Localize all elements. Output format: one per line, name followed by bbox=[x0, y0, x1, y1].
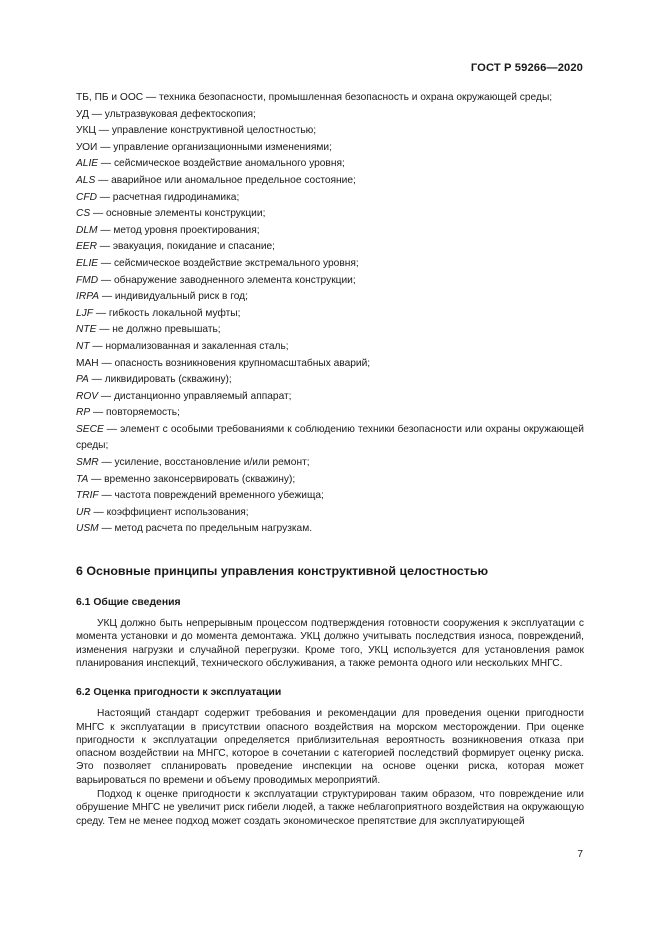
abbreviation-term: TA bbox=[76, 473, 89, 485]
abbreviation-term: UR bbox=[76, 506, 91, 518]
abbreviation-term: DLM bbox=[76, 224, 98, 236]
abbreviation-separator: — bbox=[98, 390, 114, 402]
abbreviation-term: УОИ bbox=[76, 141, 98, 153]
abbreviation-definition: сейсмическое воздействие аномального уровня; bbox=[113, 158, 345, 170]
abbreviation-term: SECE bbox=[76, 423, 104, 435]
abbreviation-item bbox=[76, 239, 584, 256]
abbreviation-term: LJF bbox=[76, 307, 93, 319]
abbreviation-definition: коэффициент использования; bbox=[106, 506, 249, 518]
abbreviation-term: TRIF bbox=[76, 490, 99, 502]
abbreviation-item bbox=[76, 256, 584, 273]
abbreviation-separator: — bbox=[103, 423, 121, 435]
abbreviation-separator: — bbox=[97, 224, 114, 236]
abbreviation-item bbox=[76, 206, 584, 223]
abbreviation-item bbox=[76, 107, 584, 124]
abbreviation-separator: — bbox=[143, 92, 159, 103]
abbreviation-item bbox=[76, 505, 584, 522]
abbreviation-item bbox=[76, 521, 584, 538]
abbreviation-separator: — bbox=[88, 473, 105, 485]
abbreviation-separator: — bbox=[90, 407, 107, 419]
section-6-2-paragraph-1: Настоящий стандарт содержит требования и рекомендации для проведения оценки пригодности МНГС к эксплуатации в присутствии опасного воздействия на морском месторождении. При оценке пригодности к эксплуатации определяется приблизительная вероятность возникновения отказа при опасном воздействии на МНГС, которое в сочетании с категорией последствий формирует оценку риска. Это позволяет спланировать проведение инспекции на основе оценки риска, которая может варьироваться по времени и объему проводимых мероприятий. bbox=[76, 708, 584, 786]
abbreviation-separator: — bbox=[96, 241, 113, 253]
abbreviation-term: CS bbox=[76, 208, 91, 220]
abbreviation-separator: — bbox=[90, 506, 107, 518]
abbreviation-term: USM bbox=[76, 523, 99, 535]
abbreviation-definition: метод расчета по предельным нагрузкам. bbox=[114, 523, 313, 535]
abbreviation-item bbox=[76, 306, 584, 323]
abbreviation-term: SMR bbox=[76, 457, 99, 469]
abbreviation-separator: — bbox=[98, 490, 115, 502]
abbreviation-separator: — bbox=[89, 340, 106, 352]
abbreviation-item bbox=[76, 339, 584, 356]
abbreviation-definition: ликвидировать (скважину); bbox=[104, 374, 232, 386]
section-6-1-paragraph: УКЦ должно быть непрерывным процессом подтверждения готовности сооружения к эксплуатации с момента установки и до момента демонтажа. УКЦ должно учитывать последствия износа, повреждений, изменения нагрузки и случайной перегрузки. Кроме того, УКЦ используется для установления рамок планирования инспекций, технического обслуживания, а также ремонта одного или нескольких МНГС. bbox=[76, 618, 584, 669]
abbreviation-separator: — bbox=[95, 174, 112, 186]
abbreviation-definition: обнаружение заводненного элемента конструкции; bbox=[113, 274, 356, 286]
abbreviation-item bbox=[76, 156, 584, 173]
abbreviation-term: УКЦ bbox=[76, 125, 96, 137]
abbreviation-term: ALIE bbox=[76, 158, 99, 170]
abbreviation-term: ALS bbox=[76, 174, 96, 186]
abbreviation-term: УД bbox=[76, 108, 89, 120]
abbreviation-item bbox=[76, 405, 584, 422]
abbreviation-term: ELIE bbox=[76, 257, 99, 269]
document-code-header: ГОСТ Р 59266—2020 bbox=[470, 62, 583, 74]
abbreviation-definition: управление организационными изменениями; bbox=[113, 141, 332, 153]
abbreviation-definition: техника безопасности, промышленная безопасность и охрана окружающей среды; bbox=[159, 92, 553, 103]
abbreviation-separator: — bbox=[98, 357, 115, 369]
abbreviation-item bbox=[76, 488, 584, 505]
abbreviation-item bbox=[76, 356, 584, 373]
abbreviation-item bbox=[76, 472, 584, 489]
section-6-1-heading: 6.1 Общие сведения bbox=[76, 597, 181, 609]
abbreviation-item bbox=[76, 322, 584, 339]
abbreviation-term: NT bbox=[76, 340, 90, 352]
abbreviation-definition: опасность возникновения крупномасштабных аварий; bbox=[114, 357, 371, 369]
abbreviations-list bbox=[76, 90, 584, 538]
section-6-2-paragraph-2: Подход к оценке пригодности к эксплуатации структурирован таким образом, что повреждение или обрушение МНГС не увеличит риск гибели людей, а также неблагоприятного воздействия на окружающую среду. Тем не менее подход может создать экономическое препятствие для эксплуатирующей bbox=[76, 789, 584, 827]
abbreviation-separator: — bbox=[88, 108, 105, 120]
abbreviation-definition: элемент с особыми требованиями к соблюдению техники безопасности или охраны окружающей среды; bbox=[76, 423, 584, 452]
abbreviation-definition: эвакуация, покидание и спасание; bbox=[112, 241, 276, 253]
abbreviation-definition: расчетная гидродинамика; bbox=[112, 191, 240, 203]
abbreviation-term: ТБ, ПБ и ООС bbox=[76, 92, 144, 103]
abbreviation-separator: — bbox=[95, 125, 112, 137]
abbreviation-term: ROV bbox=[76, 390, 99, 402]
abbreviation-separator: — bbox=[99, 291, 115, 303]
section-6-2-heading: 6.2 Оценка пригодности к эксплуатации bbox=[76, 687, 282, 699]
abbreviation-definition: индивидуальный риск в год; bbox=[114, 291, 248, 303]
abbreviation-term: EER bbox=[76, 241, 97, 253]
abbreviation-item bbox=[76, 190, 584, 207]
abbreviation-definition: метод уровня проектирования; bbox=[113, 224, 260, 236]
page-number: 7 bbox=[577, 849, 583, 860]
abbreviation-definition: аварийное или аномальное предельное состояние; bbox=[111, 174, 356, 186]
abbreviation-item bbox=[76, 223, 584, 240]
abbreviation-item bbox=[76, 173, 584, 190]
abbreviation-separator: — bbox=[96, 324, 113, 336]
abbreviation-item bbox=[76, 372, 584, 389]
abbreviation-definition: сейсмическое воздействие экстремального уровня; bbox=[113, 257, 359, 269]
abbreviation-separator: — bbox=[92, 307, 109, 319]
abbreviation-item bbox=[76, 273, 584, 290]
abbreviation-term: PA bbox=[76, 374, 89, 386]
abbreviation-definition: гибкость локальной муфты; bbox=[108, 307, 241, 319]
abbreviation-separator: — bbox=[98, 158, 114, 170]
abbreviation-term: IRPA bbox=[76, 291, 100, 303]
abbreviation-definition: нормализованная и закаленная сталь; bbox=[105, 340, 289, 352]
abbreviation-separator: — bbox=[88, 374, 105, 386]
abbreviation-term: FMD bbox=[76, 274, 99, 286]
abbreviation-separator: — bbox=[96, 191, 113, 203]
abbreviation-separator: — bbox=[90, 208, 107, 220]
abbreviation-definition: повторяемость; bbox=[106, 407, 180, 419]
abbreviation-definition: усиление, восстановление и/или ремонт; bbox=[114, 457, 310, 469]
abbreviation-item bbox=[76, 389, 584, 406]
abbreviation-separator: — bbox=[98, 523, 115, 535]
abbreviation-term: NTE bbox=[76, 324, 97, 336]
abbreviation-item bbox=[76, 140, 584, 157]
abbreviation-definition: ультразвуковая дефектоскопия; bbox=[104, 108, 256, 120]
section-6-heading: 6 Основные принципы управления конструктивной целостностью bbox=[76, 564, 489, 579]
abbreviation-term: CFD bbox=[76, 191, 97, 203]
abbreviation-definition: дистанционно управляемый аппарат; bbox=[113, 390, 292, 402]
abbreviation-separator: — bbox=[98, 274, 114, 286]
abbreviation-definition: управление конструктивной целостностью; bbox=[111, 125, 317, 137]
abbreviation-item bbox=[76, 422, 584, 455]
abbreviation-definition: не должно превышать; bbox=[112, 324, 221, 336]
page-content bbox=[76, 90, 584, 828]
abbreviation-definition: частота повреждений временного убежища; bbox=[114, 490, 324, 502]
abbreviation-definition: основные элементы конструкции; bbox=[106, 208, 266, 220]
abbreviation-item bbox=[76, 90, 584, 107]
abbreviation-item bbox=[76, 455, 584, 472]
abbreviation-item bbox=[76, 289, 584, 306]
abbreviation-term: RP bbox=[76, 407, 91, 419]
abbreviation-item bbox=[76, 123, 584, 140]
abbreviation-separator: — bbox=[97, 141, 114, 153]
abbreviation-term: MAH bbox=[76, 357, 99, 369]
abbreviation-separator: — bbox=[98, 457, 115, 469]
abbreviation-separator: — bbox=[98, 257, 114, 269]
abbreviation-definition: временно законсервировать (скважину); bbox=[104, 473, 296, 485]
